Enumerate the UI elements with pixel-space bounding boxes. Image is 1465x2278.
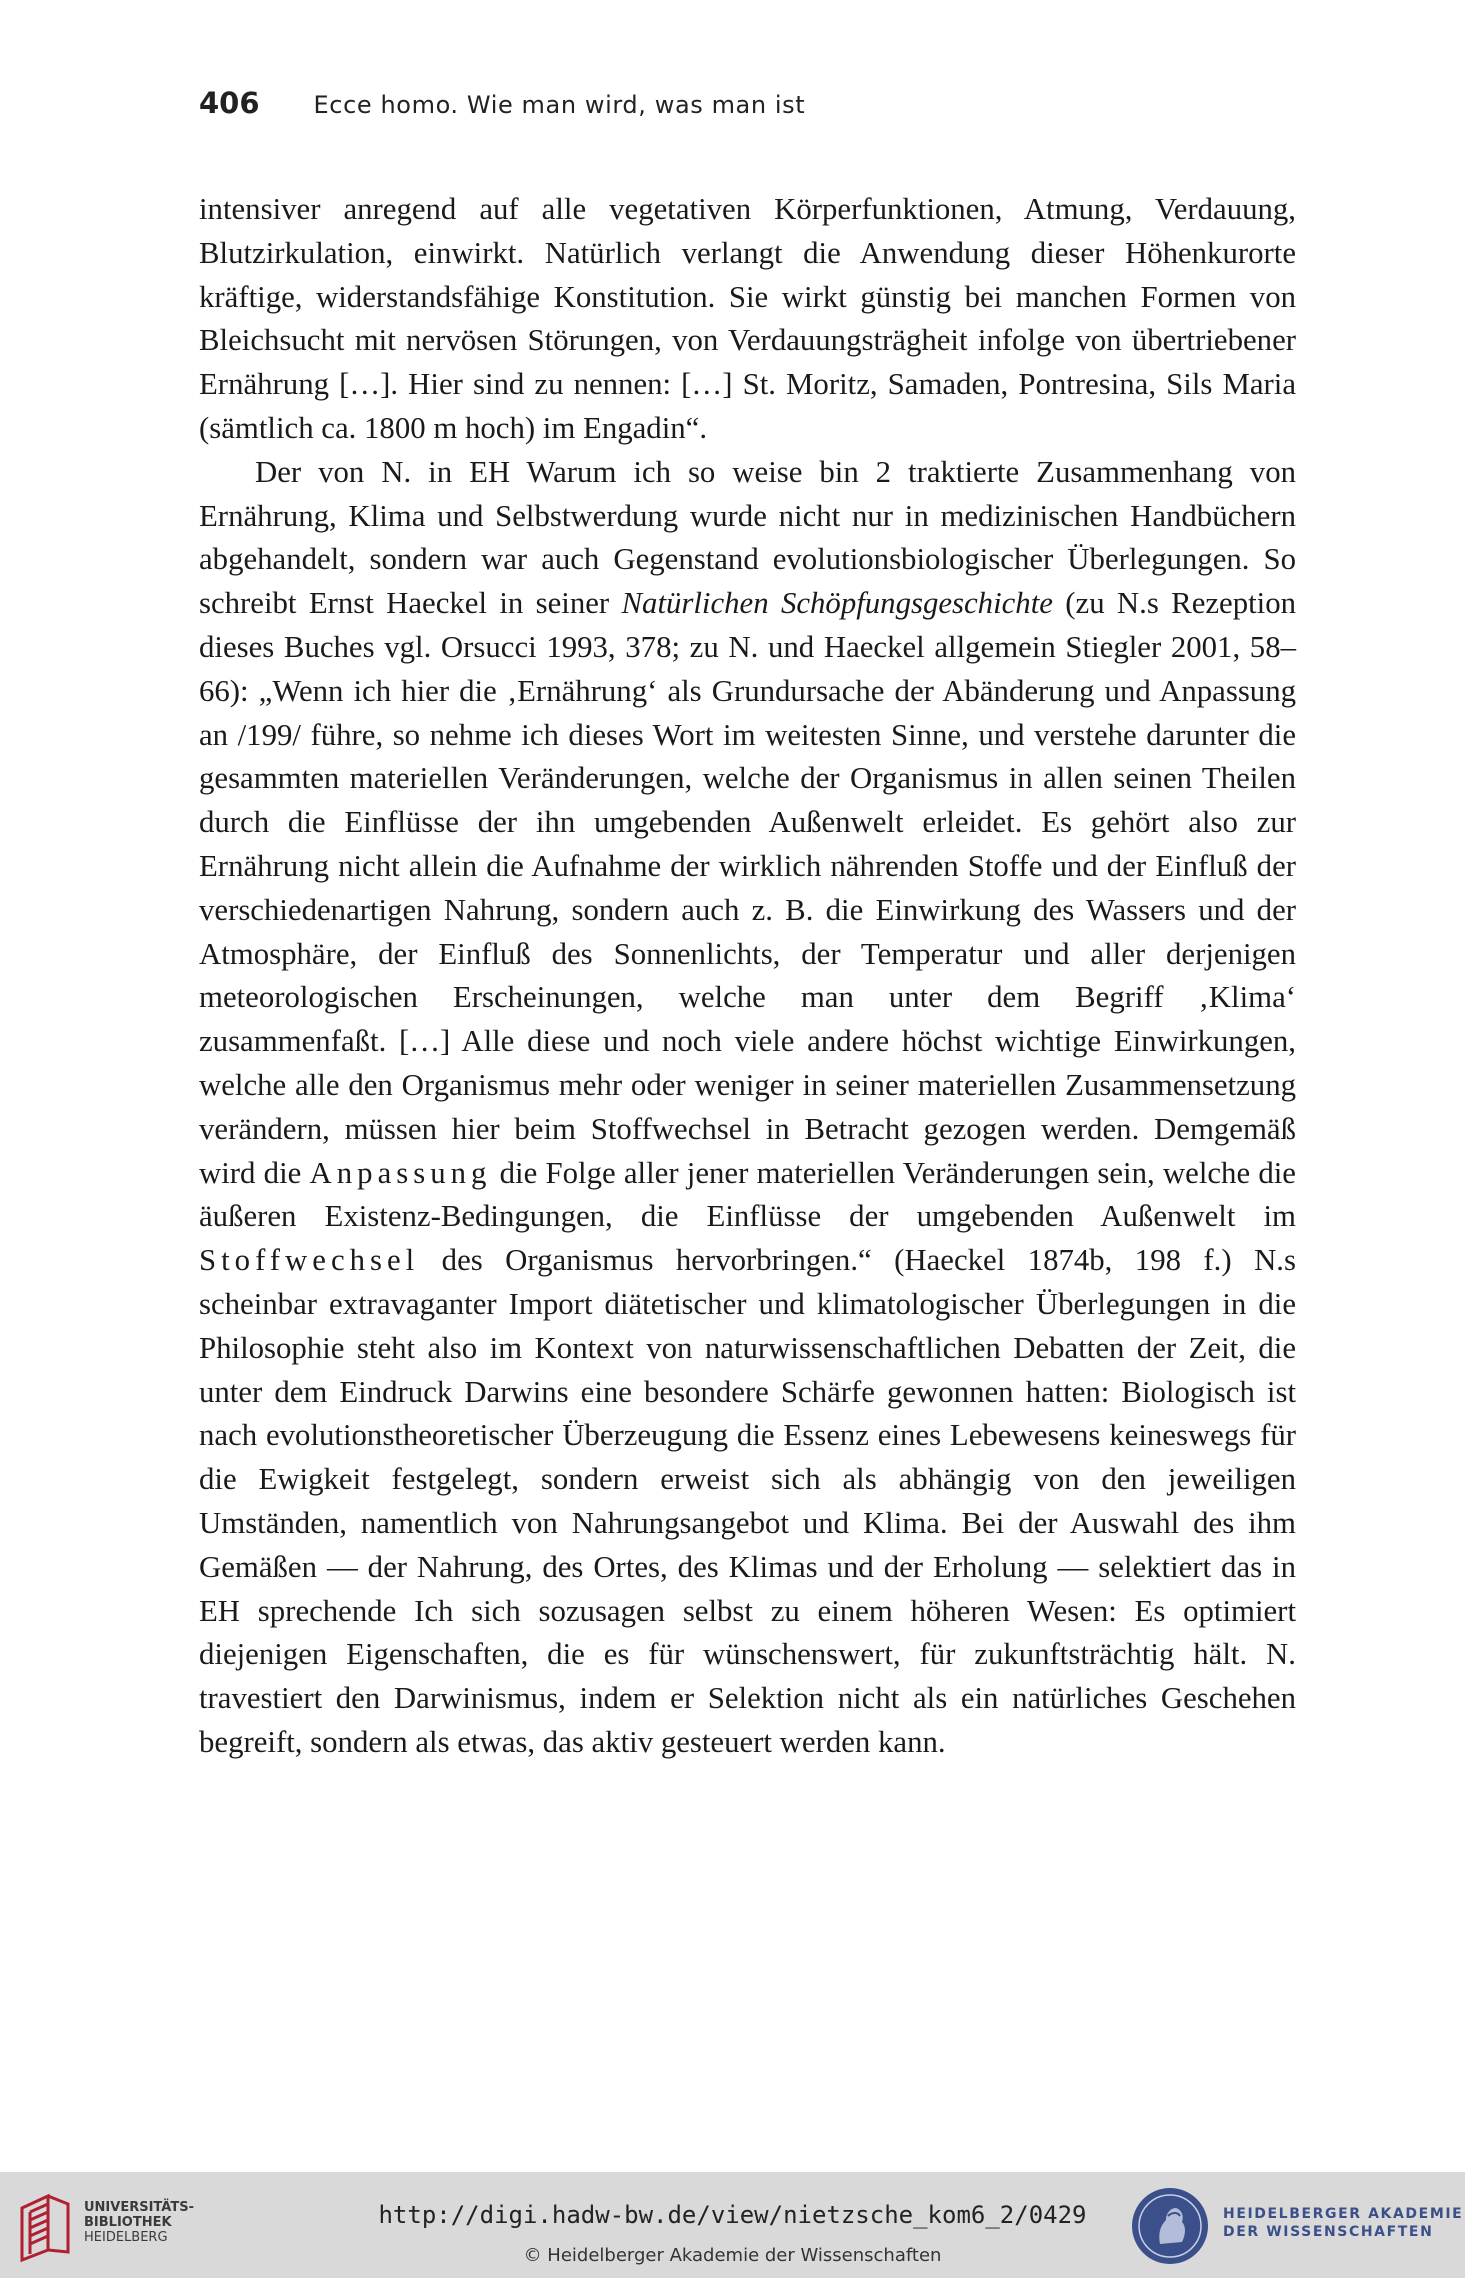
running-head bbox=[199, 86, 1299, 126]
paragraph-2-part-a: Der von N. in EH Warum ich so weise bin 2 traktierte Zusammenhang von Ernährung, Klima und Selbstwerdung wurde nicht nur in medizinischen Handbüchern abgehandelt, sondern war auch Gegenstand evolutionsbiologischer Überlegungen. So schreibt Ernst Haeckel in seiner bbox=[199, 454, 1296, 621]
spaced-term-anpassung: Anpassung bbox=[309, 1155, 492, 1190]
academy-name bbox=[1223, 2205, 1463, 2241]
paragraph-2-part-d: des Organismus hervorbringen.“ (Haeckel 1874b, 198 f.) N.s scheinbar extravaganter Import diätetischer und klimatologischer Überlegungen in die Philosophie steht also im Kontext von naturwissenschaftlichen Debatten der Zeit, die unter dem Eindruck Darwins eine besondere Schärfe gewonnen hatten: Biologisch ist nach evolutionstheoretischer Überzeugung die Essenz eines Lebewesens keineswegs für die Ewigkeit festgelegt, sondern erweist sich als abhängig von den jeweiligen Umständen, namentlich von Nahrungsangebot und Klima. Bei der Auswahl des ihm Gemäßen — der Nahrung, des Ortes, des Klimas und der Erholung — selektiert das in EH sprechende Ich sich sozusagen selbst zu einem höheren Wesen: Es optimiert diejenigen Eigenschaften, die es für wünschenswert, für zukunftsträchtig hält. N. travestiert den Darwinismus, indem er Selektion nicht als ein natürliches Geschehen begreift, sondern als etwas, das aktiv gesteuert werden kann. bbox=[199, 1243, 1296, 1759]
academy-name-line-1: HEIDELBERGER AKADEMIE bbox=[1223, 2206, 1464, 2222]
library-name-line-2: BIBLIOTHEK bbox=[84, 2215, 172, 2230]
body-text bbox=[199, 188, 1296, 1765]
page-number: 406 bbox=[199, 86, 260, 120]
running-title: Ecce homo. Wie man wird, was man ist bbox=[313, 91, 806, 119]
source-url[interactable]: http://digi.hadw-bw.de/view/nietzsche_kom6_2/0429 bbox=[378, 2201, 1087, 2229]
academy-seal-icon bbox=[1130, 2186, 1210, 2266]
copyright-notice: © Heidelberger Akademie der Wissenschaften bbox=[523, 2245, 942, 2266]
paragraph-2 bbox=[199, 451, 1296, 1765]
library-name-line-3: HEIDELBERG bbox=[84, 2230, 168, 2245]
paragraph-2-part-c: die Folge aller jener materiellen Veränderungen sein, welche die äußeren Existenz-Bedingungen, die Einflüsse der umgebenden Außenwelt im bbox=[199, 1155, 1296, 1234]
spaced-term-stoffwechsel: Stoffwechsel bbox=[199, 1243, 420, 1278]
academy-name-line-2: DER WISSENSCHAFTEN bbox=[1223, 2224, 1434, 2240]
paragraph-2-part-b: (zu N.s Rezeption dieses Buches vgl. Orsucci 1993, 378; zu N. und Haeckel allgemein Stiegler 2001, 58–66): „Wenn ich hier die ‚Ernährung‘ als Grundursache der Abänderung und Anpassung an /199/ führe, so nehme ich dieses Wort im weitesten Sinne, und verstehe darunter die gesammten materiellen Veränderungen, welche der Organismus in allen seinen Theilen durch die Einflüsse der ihn umgebenden Außenwelt erleidet. Es gehört also zur Ernährung nicht allein die Aufnahme der wirklich nährenden Stoffe und der Einfluß der verschiedenartigen Nahrung, sondern auch z. B. die Einwirkung des Wassers und der Atmosphäre, der Einfluß des Sonnenlichts, der Temperatur und aller derjenigen meteorologischen Erscheinungen, welche man unter dem Begriff ‚Klima‘ zusammenfaßt. […] Alle diese und noch viele andere höchst wichtige Einwirkungen, welche alle den Organismus mehr oder weniger in seiner materiellen Zusammensetzung verändern, müssen hier beim Stoffwechsel in Betracht gezogen werden. Demgemäß wird die bbox=[199, 586, 1297, 1190]
paragraph-1: intensiver anregend auf alle vegetativen Körperfunktionen, Atmung, Verdauung, Blutzirkulation, einwirkt. Natürlich verlangt die Anwendung dieser Höhenkurorte kräftige, widerstandsfähige Konstitution. Sie wirkt günstig bei manchen Formen von Bleichsucht mit nervösen Störungen, von Verdauungsträgheit infolge von übertriebener Ernährung […]. Hier sind zu nennen: […] St. Moritz, Samaden, Pontresina, Sils Maria (sämtlich ca. 1800 m hoch) im Engadin“. bbox=[199, 192, 1296, 445]
library-name-line-1: UNIVERSITÄTS- bbox=[84, 2200, 194, 2215]
footer-band bbox=[0, 2172, 1465, 2278]
book-title: Natürlichen Schöpfungsgeschichte bbox=[621, 586, 1053, 621]
